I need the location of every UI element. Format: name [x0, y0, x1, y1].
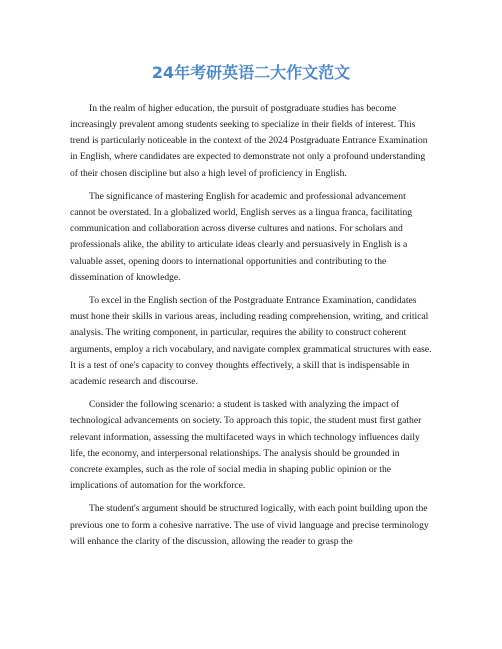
paragraph: The student's argument should be structured logically, with each point building upon the previous one to form a cohesive narrative. The use of vivid language and precise terminology will enhance the clarity of the discussion, allowing the reader to grasp the	[70, 503, 429, 547]
paragraph: In the realm of higher education, the pursuit of postgraduate studies has become increasingly prevalent among students seeking to specialize in their fields of interest. This trend is particularly noticeable in the context of the 2024 Postgraduate Entrance Examination in English, where candidates are expected to demonstrate not only a profound understanding of their chosen discipline but also a high level of proficiency in English.	[70, 103, 428, 179]
document-title: 24年考研英语二大作文范文	[151, 63, 351, 82]
document-body	[70, 101, 432, 550]
paragraph: The significance of mastering English for academic and professional advancement cannot be overstated. In a globalized world, English serves as a lingua franca, facilitating communication and collaboration across diverse cultures and nations. For scholars and professionals alike, the ability to articulate ideas clearly and persuasively in English is a valuable asset, opening doors to international opportunities and contributing to the dissemination of knowledge.	[70, 190, 413, 283]
paragraph: To excel in the English section of the Postgraduate Entrance Examination, candidates must hone their skills in various areas, including reading comprehension, writing, and critical analysis. The writing component, in particular, requires the ability to construct coherent arguments, employ a rich vocabulary, and navigate complex grammatical structures with ease. It is a test of one's capacity to convey thoughts effectively, a skill that is indispensable in academic research and discourse.	[70, 295, 432, 387]
paragraph: Consider the following scenario: a student is tasked with analyzing the impact of technological advancements on society. To approach this topic, the student must first gather relevant information, assessing the multifaceted ways in which technology influences daily life, the economy, and interpersonal relationships. The analysis should be grounded in concrete examples, such as the role of social media in shaping public opinion or the implications of automation for the workforce.	[70, 399, 422, 491]
